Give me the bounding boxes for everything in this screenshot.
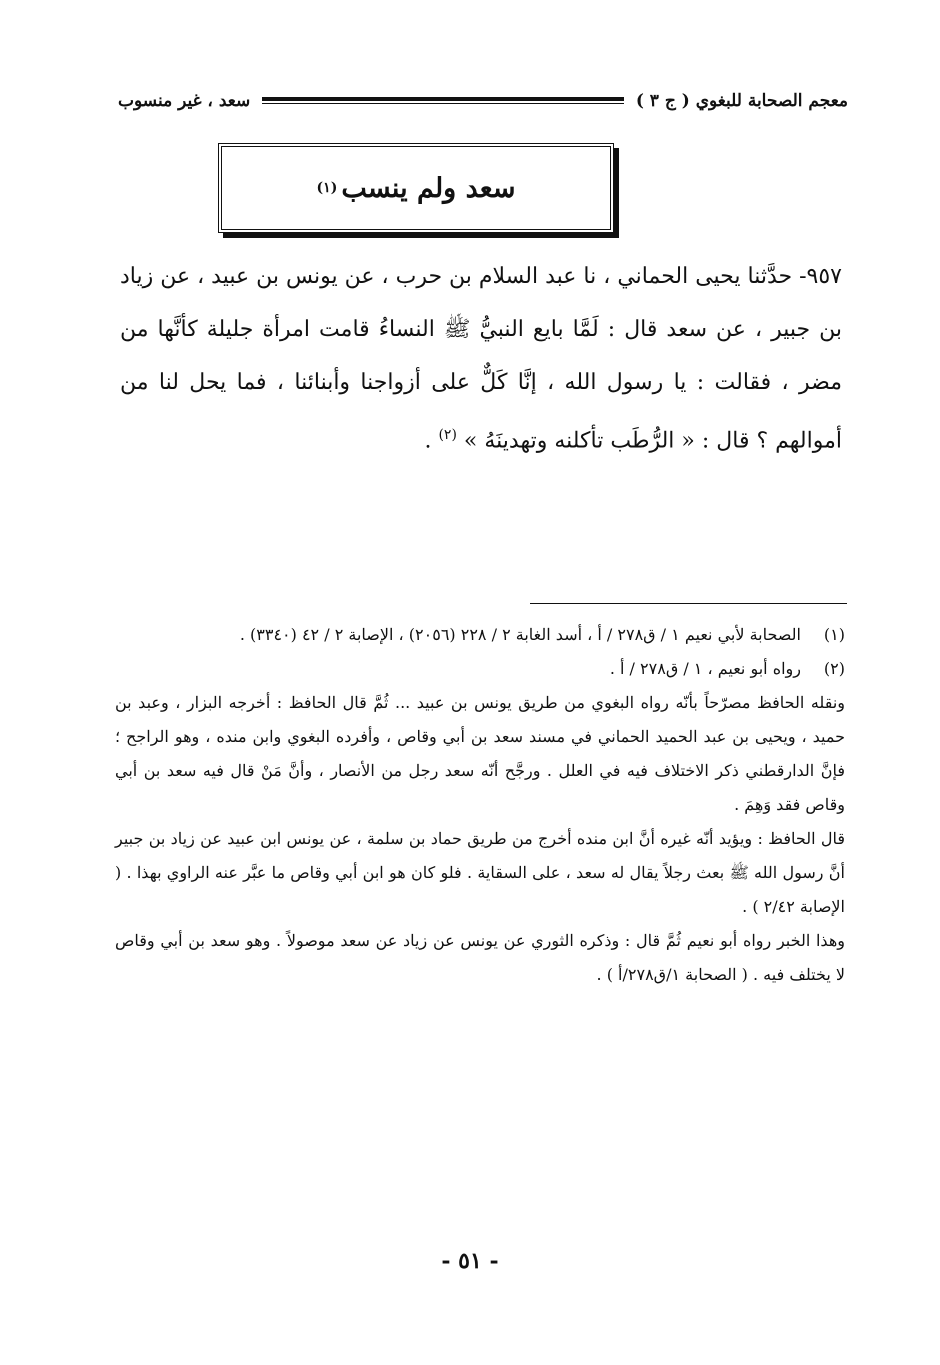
footnotes — [115, 618, 845, 992]
footnote-paragraph: وهذا الخبر رواه أبو نعيم ثُمَّ قال : وذكره الثوري عن يونس عن زياد عن سعد موصولاً . وهو سعد بن أبي وقاص لا يختلف فيه . ( الصحابة ١/ق٢٧٨/أ ) . — [115, 931, 845, 984]
entry-title-footnote-ref: (١) — [316, 180, 338, 196]
footnote-paragraph: رواه أبو نعيم ، ١ / ق٢٧٨ / أ . — [609, 659, 801, 678]
section-title: سعد ، غير منسوب — [118, 91, 251, 111]
footnote-number: (٢) — [823, 659, 845, 678]
footnote-body — [115, 618, 801, 652]
footnote-1 — [115, 618, 845, 652]
page-number: - ٥١ - — [441, 1248, 499, 1274]
hadith-end: . — [424, 428, 432, 454]
book-title: معجم الصحابة للبغوي ( ج ٣ ) — [635, 91, 848, 111]
hadith-footnote-ref: (٢) — [438, 427, 457, 443]
running-header — [118, 86, 848, 116]
entry-title-box — [218, 143, 614, 233]
footnote-body — [115, 652, 801, 686]
hadith-text — [120, 250, 842, 467]
entry-title: سعد ولم ينسب — [341, 172, 516, 204]
footnote-paragraph: الصحابة لأبي نعيم ١ / ق٢٧٨ / أ ، أسد الغابة ٢ / ٢٢٨ (٢٠٥٦) ، الإصابة ٢ / ٤٢ (٣٣٤٠) . — [239, 625, 801, 644]
footnote-separator — [530, 603, 847, 604]
footnote-paragraph: ونقله الحافظ مصرّحاً بأنّه رواه البغوي من طريق يونس بن عبيد ... ثُمَّ قال الحافظ : أخرجه البزار ، وعبد بن حميد ، ويحيى بن عبد الحميد الحماني في مسند سعد بن أبي وقاص ، وأفرده البغوي وابن منده ، وهو الراجح ؛ فإنَّ الدارقطني ذكر الاختلاف فيه في العلل . ورجَّح أنّه سعد رجل من الأنصار ، وأنَّ مَنْ قال فيه سعد بن أبي وقاص فقد وَهِمَ . — [115, 693, 846, 814]
footnote-paragraph: قال الحافظ : ويؤيد أنّه غيره أنَّ ابن منده أخرج من طريق حماد بن سلمة ، عن يونس ابن عبيد عن زياد بن جبير أنَّ رسول الله ﷺ بعث رجلاً يقال له سعد ، على السقاية . فلو كان هو ابن أبي وقاص ما عبَّر عنه الراوي بهذا . ( الإصابة ٢/٤٢ ) . — [115, 829, 845, 916]
footnote-2 — [115, 652, 845, 686]
hadith-body: ٩٥٧- حدَّثنا يحيى الحماني ، نا عبد السلام بن حرب ، عن يونس بن عبيد ، عن زياد بن جبير ، عن سعد قال : لَمَّا بايع النبيُّ ﷺ النساءُ قامت امرأة جليلة كأنَّها من مضر ، فقالت : يا رسول الله ، إنَّا كَلٌّ على أزواجنا وأبنائنا ، فما يحل لنا من أموالهم ؟ قال : « الرُّطَب تأكلنه وتهدينَهُ » — [119, 264, 842, 454]
footnote-number: (١) — [823, 625, 845, 644]
header-rule — [262, 97, 624, 106]
